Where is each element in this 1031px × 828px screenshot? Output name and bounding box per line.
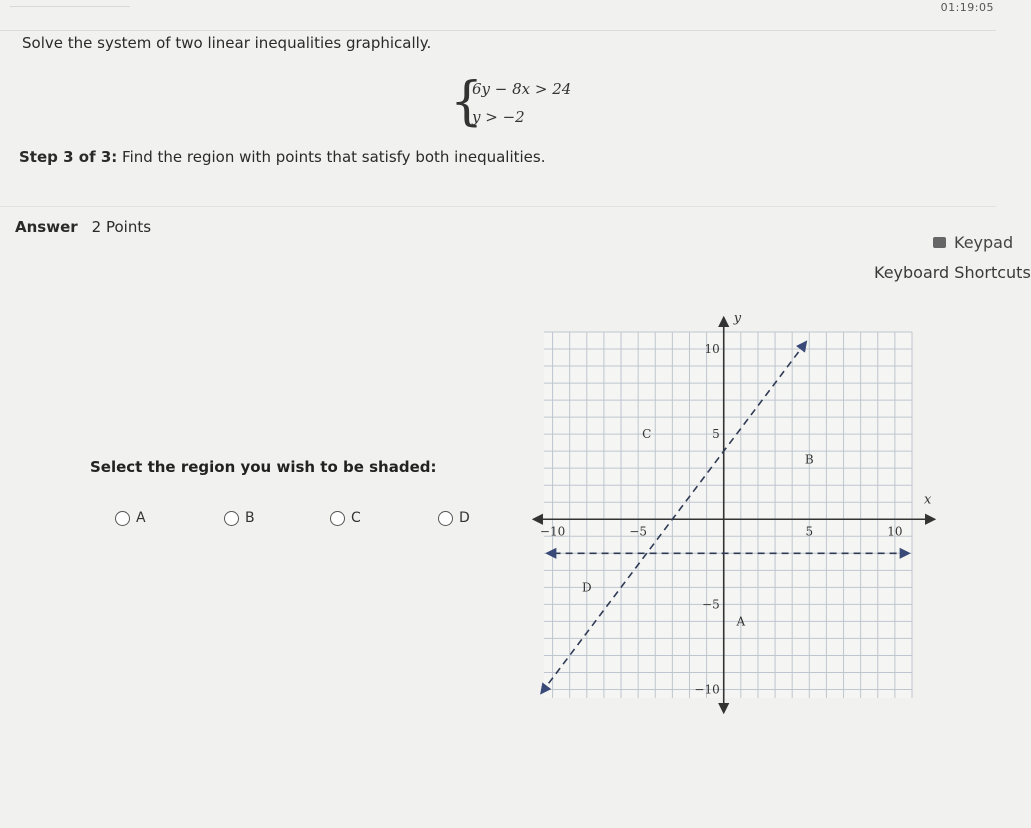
x-axis-label: x [924,492,932,508]
region-label-d: D [581,580,592,595]
option-a[interactable] [115,510,146,526]
top-bar [0,0,996,16]
region-question: Select the region you wish to be shaded: [90,458,437,476]
graph-background [544,332,912,698]
y-tick-label: −10 [694,682,720,697]
option-c-label: C [351,510,361,526]
step-prefix: Step 3 of 3: [19,148,118,166]
option-d-label: D [459,510,470,526]
region-label-a: A [736,614,746,629]
region-label-c: C [642,427,652,442]
x-tick-label: 10 [887,524,903,539]
step-instruction [19,148,546,166]
coordinate-graph[interactable] [530,306,950,726]
keypad-button[interactable] [933,233,1013,252]
problem-prompt: Solve the system of two linear inequalities graphically. [22,34,432,52]
divider [0,30,996,31]
y-tick-label: 5 [712,427,720,442]
timer: 01:19:05 [940,1,994,14]
y-tick-label: −5 [702,597,720,612]
radio-a[interactable] [115,511,130,526]
option-c[interactable] [330,510,361,526]
option-b[interactable] [224,510,255,526]
option-a-label: A [136,510,146,526]
system-brace: { [450,72,484,132]
radio-c[interactable] [330,511,345,526]
keyboard-shortcuts-link[interactable]: Keyboard Shortcuts [874,263,1031,282]
radio-d[interactable] [438,511,453,526]
keypad-label: Keypad [954,233,1014,252]
x-tick-label: 5 [805,524,814,539]
answer-points: 2 Points [91,218,152,236]
keyboard-icon [933,237,946,248]
answer-label: Answer [15,218,78,236]
x-tick-label: −10 [539,524,566,539]
radio-b[interactable] [224,511,239,526]
region-label-b: B [804,452,814,467]
y-axis-label: y [733,311,742,326]
answer-header [15,218,151,236]
step-text: Find the region with points that satisfy both inequalities. [117,148,546,166]
option-b-label: B [245,510,255,526]
y-tick-label: 10 [704,342,720,357]
divider [0,206,996,207]
inequality-2: y > −2 [472,108,525,126]
inequality-1: 6y − 8x > 24 [472,80,572,98]
option-d[interactable] [438,510,470,526]
x-tick-label: −5 [629,524,647,539]
